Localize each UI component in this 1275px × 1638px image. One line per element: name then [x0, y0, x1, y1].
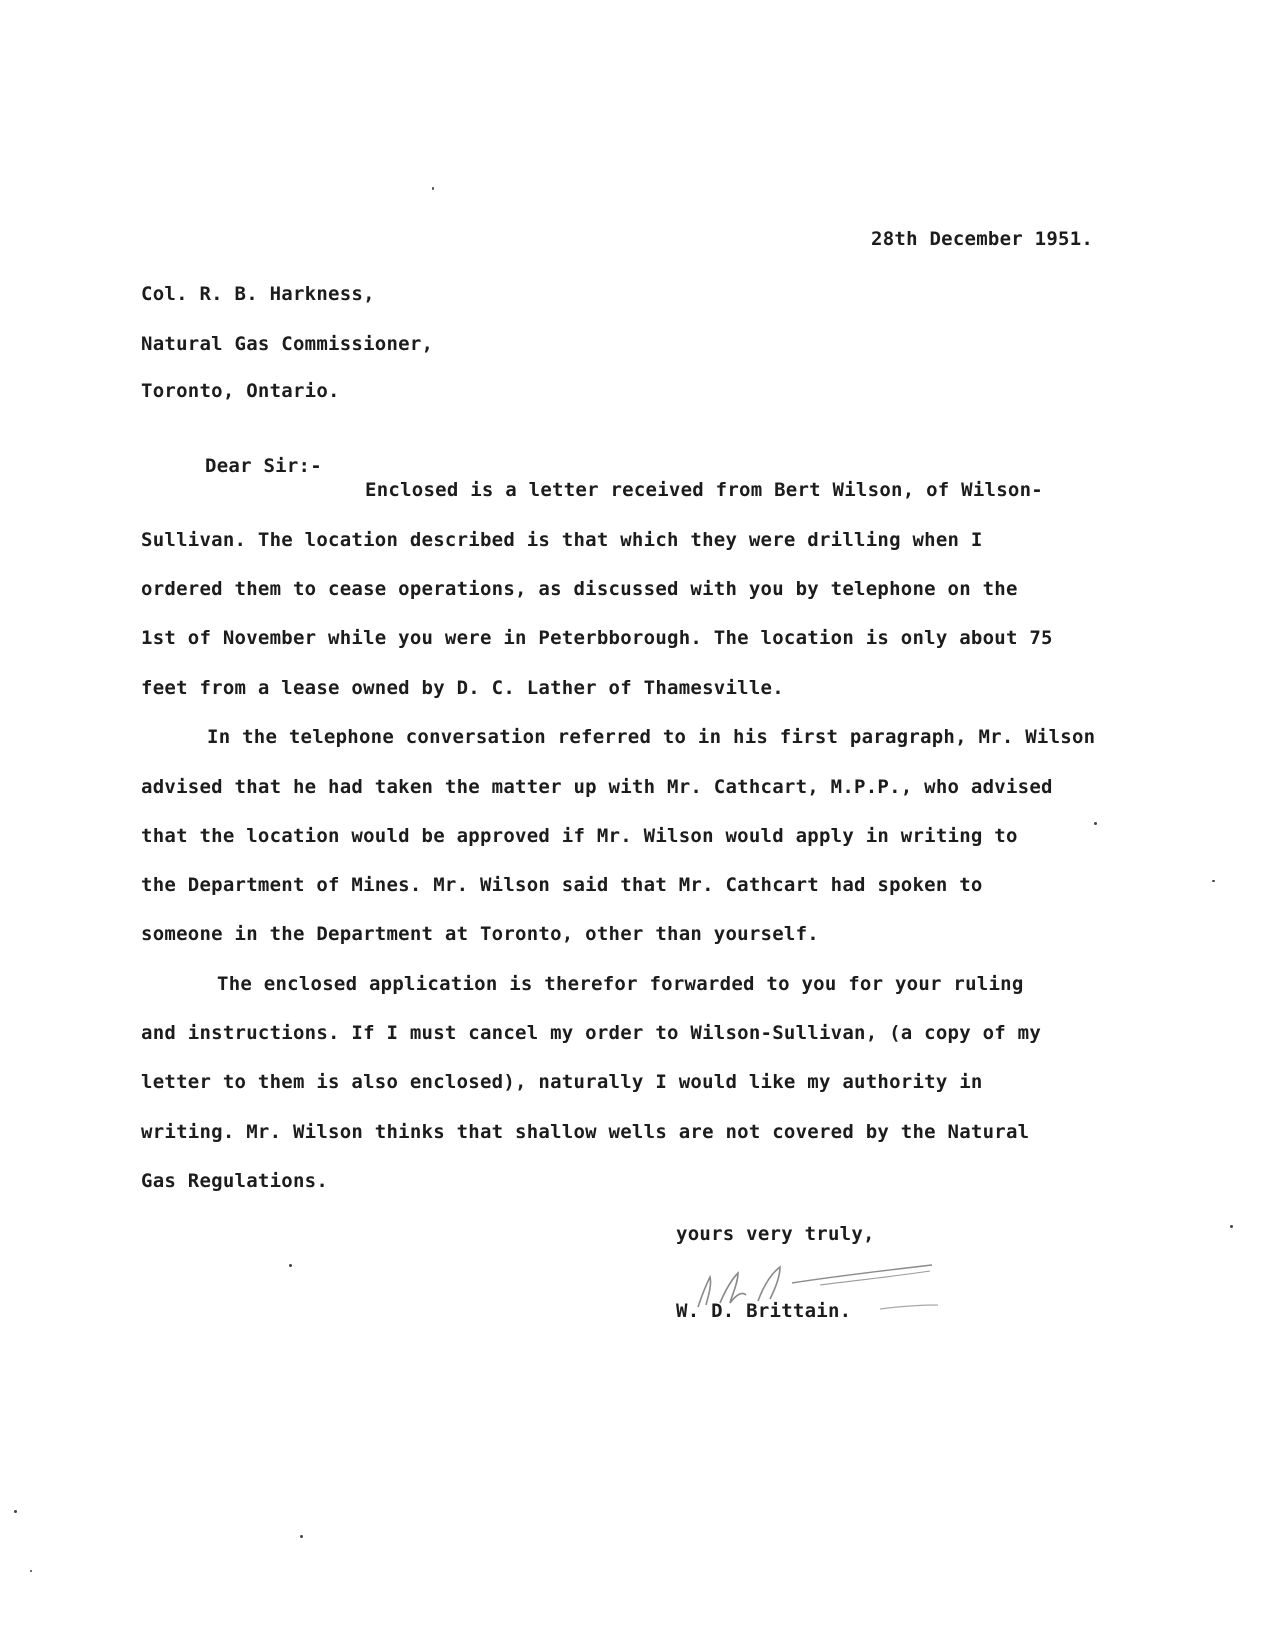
paragraph-1-line-1: Enclosed is a letter received from Bert Wilson, of Wilson- [365, 479, 1043, 501]
paragraph-2-line-2: advised that he had taken the matter up with Mr. Cathcart, M.P.P., who advised [141, 776, 1053, 798]
closing: yours very truly, [676, 1223, 875, 1245]
paper-speck [1212, 880, 1215, 882]
recipient-title: Natural Gas Commissioner, [141, 333, 434, 355]
paragraph-2-line-5: someone in the Department at Toronto, other than yourself. [141, 923, 819, 945]
paragraph-2-line-3: that the location would be approved if Mr. Wilson would apply in writing to [141, 825, 1018, 847]
salutation: Dear Sir:- [205, 455, 322, 477]
paragraph-2-line-4: the Department of Mines. Mr. Wilson said that Mr. Cathcart had spoken to [141, 874, 983, 896]
paper-speck [432, 187, 434, 190]
signer-name: W. D. Brittain. [676, 1300, 852, 1322]
paragraph-1-line-3: ordered them to cease operations, as discussed with you by telephone on the [141, 578, 1018, 600]
paper-speck [14, 1510, 17, 1513]
paragraph-2-line-1: In the telephone conversation referred to in his first paragraph, Mr. Wilson [207, 726, 1096, 748]
paragraph-1-line-4: 1st of November while you were in Peterbborough. The location is only about 75 [141, 627, 1053, 649]
paper-speck [30, 1570, 32, 1572]
letter-date: 28th December 1951. [871, 228, 1094, 250]
paragraph-3-line-1: The enclosed application is therefor forwarded to you for your ruling [217, 973, 1024, 995]
paragraph-1-line-5: feet from a lease owned by D. C. Lather of Thamesville. [141, 677, 784, 699]
paper-speck [1094, 822, 1097, 825]
paragraph-3-line-5: Gas Regulations. [141, 1170, 329, 1192]
paper-speck [289, 1264, 292, 1267]
recipient-location: Toronto, Ontario. [141, 380, 340, 402]
paragraph-3-line-4: writing. Mr. Wilson thinks that shallow wells are not covered by the Natural [141, 1121, 1030, 1143]
paper-speck [1230, 1225, 1233, 1228]
paragraph-3-line-3: letter to them is also enclosed), naturally I would like my authority in [141, 1071, 983, 1093]
paper-speck [300, 1535, 303, 1538]
paragraph-1-line-2: Sullivan. The location described is that which they were drilling when I [141, 529, 983, 551]
paragraph-3-line-2: and instructions. If I must cancel my order to Wilson-Sullivan, (a copy of my [141, 1022, 1042, 1044]
recipient-name: Col. R. B. Harkness, [141, 283, 375, 305]
